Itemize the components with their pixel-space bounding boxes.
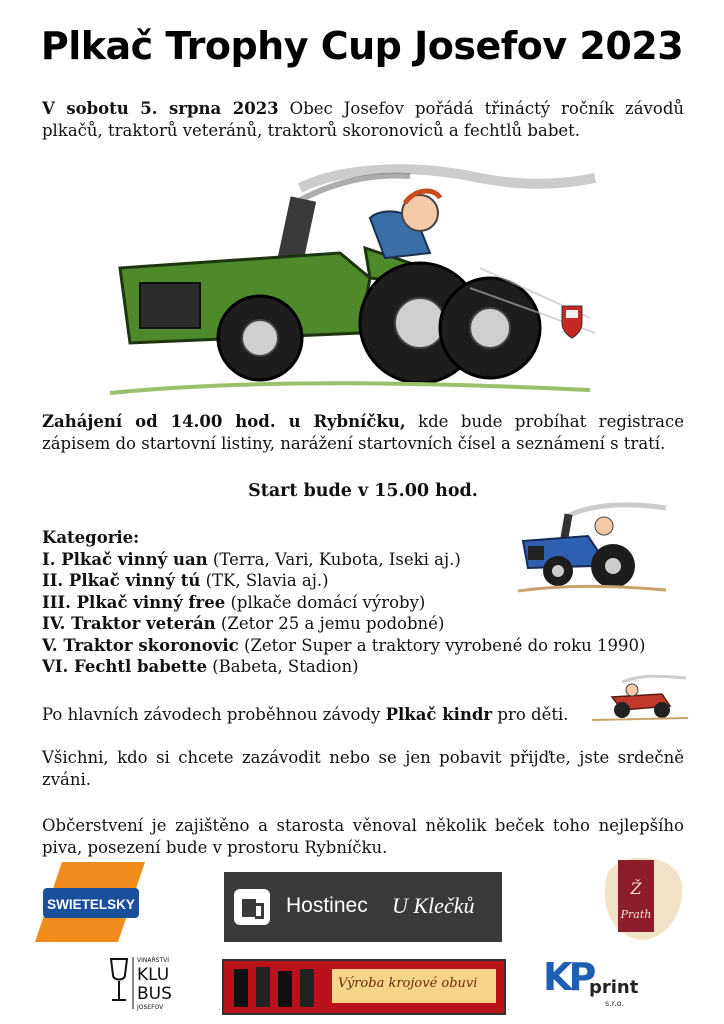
list-item: VI. Fechtl babette (Babeta, Stadion) <box>42 657 359 676</box>
boots-icon <box>230 965 322 1009</box>
kp-print-logo <box>543 955 639 1013</box>
josefov-coat-of-arms-icon <box>562 306 582 338</box>
sro-text: s.r.o. <box>605 999 625 1008</box>
hostinec-logo <box>224 872 502 942</box>
beer-mug-icon <box>234 889 270 925</box>
klubus-text-1: KLU <box>137 965 170 985</box>
intro-paragraph <box>42 98 684 142</box>
klubus-logo <box>105 953 193 1013</box>
start-time: Start bude v 15.00 hod. <box>248 481 478 501</box>
svg-text:JOSEFOV: JOSEFOV <box>137 1004 164 1011</box>
krojova-obuv-logo <box>222 959 506 1015</box>
opening-text: kde bude probíhat registrace zápisem do startovní listiny, narážení startovních čísel a seznámení s tratí. <box>42 412 684 453</box>
swietelsky-text: SWIETELSKY <box>47 897 135 912</box>
green-tractor-illustration <box>110 158 600 403</box>
obuv-text: Výroba krojové obuvi <box>338 976 478 991</box>
svg-text:VINAŘSTVÍ: VINAŘSTVÍ <box>137 957 169 964</box>
swietelsky-logo <box>35 862 145 942</box>
print-text: print <box>589 977 639 998</box>
list-item: V. Traktor skoronovic (Zetor Super a traktory vyrobené do roku 1990) <box>42 635 646 655</box>
list-item: IV. Traktor veterán (Zetor 25 a jemu podobné) <box>42 614 445 633</box>
list-item: III. Plkač vinný free (plkače domácí výroby) <box>42 592 426 612</box>
opening-time: Zahájení od 14.00 hod. u Rybníčku, <box>42 412 406 431</box>
prath-text: Prath <box>620 908 652 921</box>
klubus-text-2: BUS <box>137 984 172 1004</box>
hostinec-text: Hostinec <box>286 894 368 917</box>
hostinec-name: U Klečků <box>392 893 475 918</box>
prath-logo <box>598 852 686 942</box>
kids-paragraph: Po hlavních závodech proběhnou závody Plkač kindr pro děti. <box>42 705 569 724</box>
refreshment-paragraph: Občerstvení je zajištěno a starosta věnoval několik beček toho nejlepšího piva, posezení bude v prostoru Rybníčku. <box>42 816 684 857</box>
intro-text: Obec Josefov pořádá třináctý ročník závodů plkačů, traktorů veteránů, traktorů skoronoviců a fechtlů babet. <box>42 99 685 140</box>
invite-paragraph: Všichni, kdo si chcete zazávodit nebo se jen pobavit přijďte, jste srdečně zváni. <box>42 748 684 789</box>
page-title: Plkač Trophy Cup Josefov 2023 <box>40 24 684 68</box>
list-item: I. Plkač vinný uan (Terra, Vari, Kubota, Iseki aj.) <box>42 549 461 569</box>
kp-text: KP <box>543 955 593 999</box>
categories-heading: Kategorie: <box>42 528 140 547</box>
kids-tractor-illustration <box>592 672 688 722</box>
svg-text:Ž: Ž <box>630 879 642 898</box>
opening-paragraph <box>42 411 684 455</box>
blue-tractor-illustration <box>518 496 668 596</box>
intro-date: V sobotu 5. srpna 2023 <box>42 99 279 118</box>
list-item: II. Plkač vinný tú (TK, Slavia aj.) <box>42 571 329 590</box>
